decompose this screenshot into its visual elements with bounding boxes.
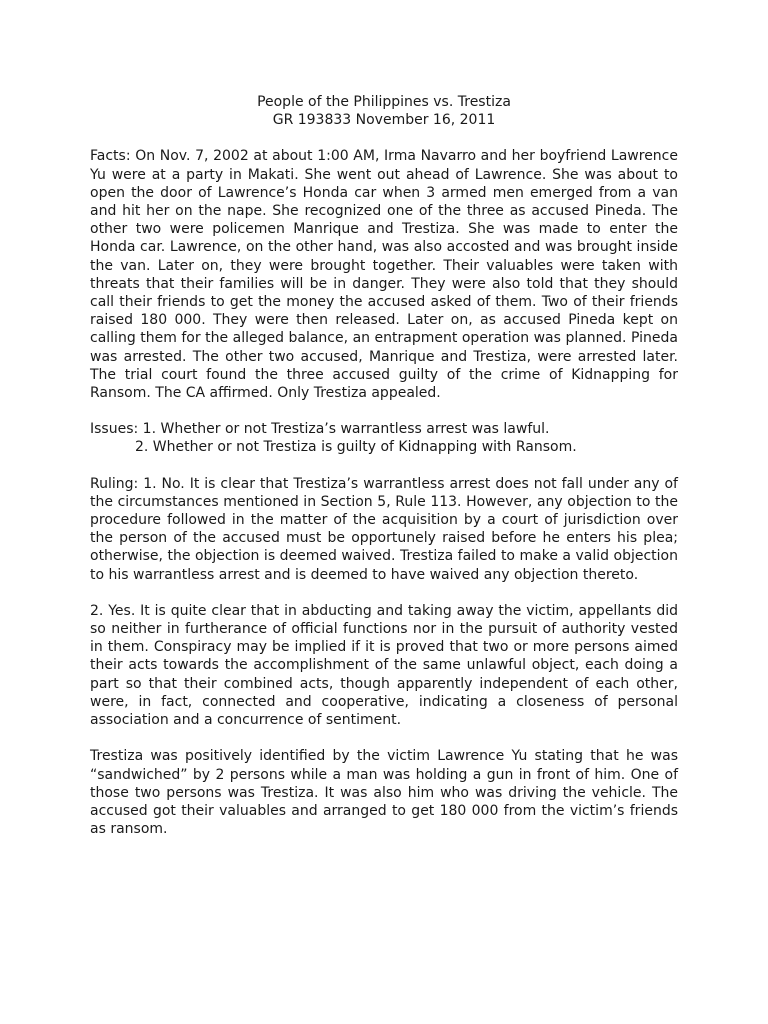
- issue-2: 2. Whether or not Trestiza is guilty of Kidnapping with Ransom.: [135, 439, 577, 456]
- case-citation: GR 193833 November 16, 2011: [272, 112, 496, 129]
- ruling-paragraph-2: 2. Yes. It is quite clear that in abducting and taking away the victim, appellants did so neither in furtherance of official functions nor in the pursuit of authority vested in them. Conspiracy may be implied if it is proved that two or more persons aimed their acts towards the accomplishment of the same unlawful object, each doing a part so that their combined acts, though apparently independent of each other, were, in fact, connected and cooperative, indicating a closeness of personal association and a concurrence of sentiment.: [90, 602, 678, 729]
- issues-section: [90, 420, 678, 456]
- ruling-paragraph-1: Ruling: 1. No. It is clear that Trestiza’s warrantless arrest does not fall under any of the circumstances mentioned in Section 5, Rule 113. However, any objection to the procedure followed in the matter of the acquisition by a court of jurisdiction over the person of the accused must be opportunely raised before he enters his plea; otherwise, the objection is deemed waived. Trestiza failed to make a valid objection to his warrantless arrest and is deemed to have waived any objection thereto.: [90, 475, 678, 583]
- issue-1: Issues: 1. Whether or not Trestiza’s warrantless arrest was lawful.: [90, 421, 550, 438]
- ruling-paragraph-3: Trestiza was positively identified by the victim Lawrence Yu stating that he was “sandwiched” by 2 persons while a man was holding a gun in front of him. One of those two persons was Trestiza. It was also him who was driving the vehicle. The accused got their valuables and arranged to get 180 000 from the victim’s friends as ransom.: [90, 748, 678, 838]
- case-header: [90, 93, 678, 129]
- case-title: People of the Philippines vs. Trestiza: [257, 94, 511, 110]
- facts-paragraph: Facts: On Nov. 7, 2002 at about 1:00 AM, Irma Navarro and her boyfriend Lawrence Yu were at a party in Makati. She went out ahead of Lawrence. She was about to open the door of Lawrence’s Honda car when 3 armed men emerged from a van and hit her on the nape. She recognized one of the three as accused Pineda. The other two were policemen Manrique and Trestiza. She was made to enter the Honda car. Lawrence, on the other hand, was also accosted and was brought inside the van. Later on, they were brought together. Their valuables were taken with threats that their families will be in danger. They were also told that they should call their friends to get the money the accused asked of them. Two of their friends raised 180 000. They were then released. Later on, as accused Pineda kept on calling them for the alleged balance, an entrapment operation was planned. Pineda was arrested. The other two accused, Manrique and Trestiza, were arrested later. The trial court found the three accused guilty of the crime of Kidnapping for Ransom. The CA affirmed. Only Trestiza appealed.: [90, 148, 678, 402]
- document-page: [90, 93, 678, 838]
